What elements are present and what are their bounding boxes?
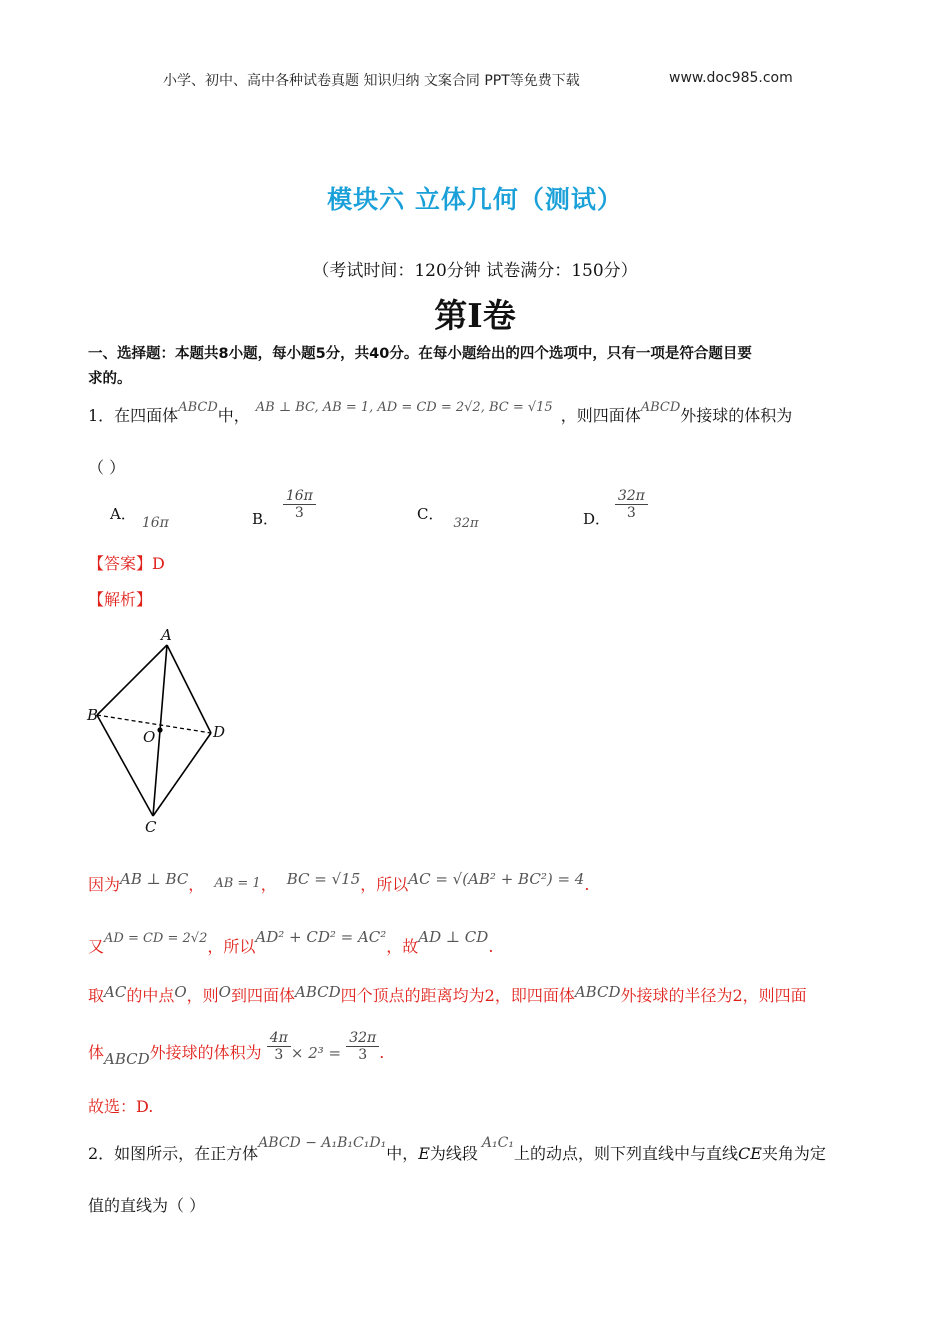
label-d: D [213, 723, 226, 741]
solution-math: × 2³ = [290, 1044, 342, 1062]
solution-text: 体 [88, 1043, 105, 1062]
q1-text: 外接球的体积为 [680, 406, 793, 425]
option-b[interactable] [252, 488, 316, 528]
label-b: B [87, 706, 99, 724]
solution-fraction-1: $\frac{4\pi}{3}$ [267, 1030, 291, 1063]
solution-math: AC [104, 983, 127, 1001]
option-c-label: C． [417, 505, 444, 523]
solution-math: AC = √(AB² + BC²) = 4 [408, 870, 585, 888]
header-left-text: 小学、初中、高中各种试卷真题 知识归纳 文案合同 PPT等免费下载 [163, 73, 580, 89]
section-heading-line2: 求的。 [88, 371, 132, 387]
q1-condition: AB ⊥ BC, AB = 1, AD = CD = 2√2, BC = √15 [255, 400, 553, 415]
q1-text: 中， [217, 406, 250, 425]
q2-text: 夹角为定 [761, 1144, 826, 1163]
solution-text: ，所以 [360, 875, 409, 894]
q2-line-ce: CE [737, 1144, 762, 1163]
q2-math-segment: A₁C₁ [481, 1135, 514, 1151]
solution-math: O [174, 983, 187, 1001]
analysis-label: 【解析】 [88, 590, 153, 609]
q1-answer-paren: （ ） [88, 458, 126, 477]
solution-line-4 [88, 1030, 385, 1068]
point-o [157, 727, 162, 732]
document-title: 模块六 立体几何（测试） [327, 185, 623, 214]
solution-line-3 [88, 983, 807, 1006]
solution-text: 又 [88, 937, 105, 956]
option-a-label: A． [110, 505, 136, 523]
solution-math: BC = √15 [286, 870, 361, 888]
solution-math: AB ⊥ BC [120, 870, 189, 888]
q2-text: 为线段 [429, 1144, 478, 1163]
solution-line-1 [88, 872, 589, 895]
label-a: A [161, 626, 172, 644]
option-d-label: D． [583, 509, 611, 528]
option-c-value: 32π [453, 516, 479, 531]
q1-number: 1．在四面体 [88, 406, 179, 425]
q1-math-abcd: ABCD [640, 400, 681, 415]
q2-number: 2．如图所示，在正方体 [88, 1144, 259, 1163]
q2-math-cube: ABCD − A₁B₁C₁D₁ [258, 1135, 387, 1151]
q1-math-abcd: ABCD [178, 400, 218, 415]
q2-text: 中， [386, 1144, 419, 1163]
edge-dc [153, 733, 211, 816]
solution-text: ， [188, 875, 205, 894]
solution-math: ABCD [295, 983, 341, 1001]
section-heading-line1: 一、选择题：本题共8小题，每小题5分，共40分。在每小题给出的四个选项中，只有一项是符合题目要 [88, 346, 752, 362]
solution-math: ABCD [574, 983, 621, 1001]
solution-math: O [218, 983, 231, 1001]
solution-text: 因为 [88, 875, 121, 894]
option-d[interactable] [583, 488, 648, 528]
exam-info-subtitle: （考试时间：120分钟 试卷满分：150分） [312, 261, 638, 281]
solution-math: AB = 1 [214, 876, 261, 891]
option-a[interactable] [110, 503, 169, 531]
q2-point-e: E [418, 1144, 430, 1163]
solution-text: ，则 [186, 986, 219, 1005]
option-a-value: 16π [141, 515, 169, 531]
solution-text: 外接球的体积为 [149, 1043, 262, 1062]
solution-text: ， [260, 875, 277, 894]
option-d-fraction: $\frac{32\pi}{3}$ [615, 488, 648, 521]
solution-text: 的中点 [126, 986, 175, 1005]
option-b-label: B． [252, 509, 279, 528]
solution-text: ，所以 [207, 937, 256, 956]
solution-text: . [488, 937, 494, 956]
solution-math: ABCD [104, 1050, 150, 1068]
solution-text: 外接球的半径为2，则四面 [620, 986, 807, 1005]
q2-stem [88, 1135, 826, 1164]
edge-ab [97, 645, 167, 715]
solution-text: 四个顶点的距离均为2，即四面体 [340, 986, 575, 1005]
q2-stem-line2: 值的直线为（ ） [88, 1196, 206, 1215]
answer-label: 【答案】D [88, 554, 165, 573]
conclusion-text: 故选：D. [88, 1097, 154, 1116]
edge-ad [167, 645, 211, 733]
label-o: O [143, 728, 156, 746]
header-url-link[interactable]: www.doc985.com [669, 70, 793, 86]
solution-text: . [584, 875, 590, 894]
solution-text: . [379, 1043, 385, 1062]
solution-line-2 [88, 928, 494, 957]
solution-math: AD² + CD² = AC² [255, 928, 387, 946]
volume-heading: 第Ⅰ卷 [434, 296, 516, 335]
label-c: C [145, 818, 157, 836]
q2-text: 上的动点，则下列直线中与直线 [513, 1144, 738, 1163]
solution-text: 到四面体 [230, 986, 295, 1005]
solution-text: ，故 [386, 937, 419, 956]
option-c[interactable] [417, 503, 479, 531]
solution-text: 取 [88, 986, 105, 1005]
option-b-fraction: $\frac{16\pi}{3}$ [283, 488, 316, 521]
solution-fraction-2: $\frac{32\pi}{3}$ [346, 1030, 379, 1063]
q1-text: ，则四面体 [560, 406, 641, 425]
solution-math: AD = CD = 2√2 [104, 931, 208, 946]
solution-math: AD ⊥ CD [418, 928, 489, 946]
q1-stem [88, 400, 793, 426]
